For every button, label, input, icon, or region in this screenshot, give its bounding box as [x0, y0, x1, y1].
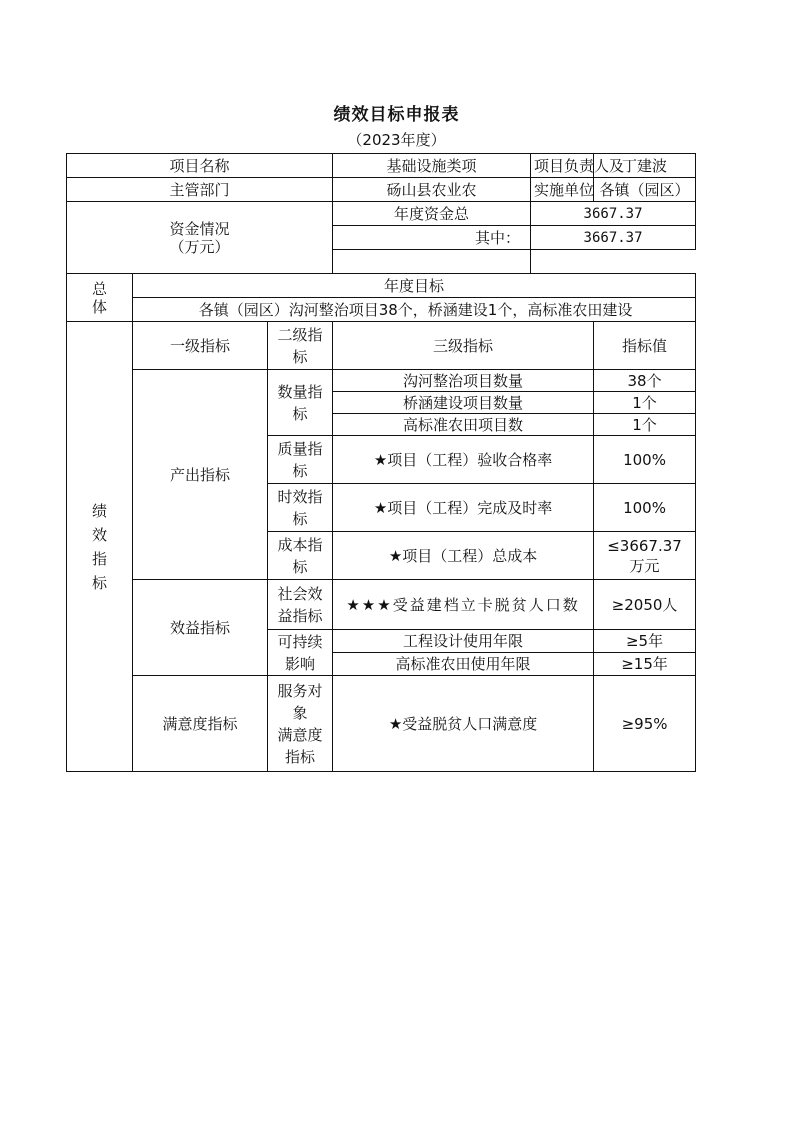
timeliness-item-value: 100% — [594, 484, 696, 532]
social-benefit-item-name: ★★★受益建档立卡脱贫人口数 — [333, 580, 594, 630]
implementing-unit-value: 各镇（园区） — [594, 178, 696, 202]
sustainability-item-value: ≥15年 — [594, 653, 696, 676]
satisfaction-indicator-label: 满意度指标 — [133, 676, 268, 772]
benefit-indicator-label: 效益指标 — [133, 580, 268, 676]
of-which-value: 3667.37 — [531, 226, 696, 250]
sustainability-item-name: 工程设计使用年限 — [333, 630, 594, 653]
header-value: 指标值 — [594, 322, 696, 370]
annual-goal-label: 年度目标 — [133, 274, 696, 298]
cost-item-name: ★项目（工程）总成本 — [333, 532, 594, 580]
project-name-label: 项目名称 — [67, 154, 333, 178]
department-label: 主管部门 — [67, 178, 333, 202]
performance-label: 绩 效 指 标 — [67, 322, 133, 772]
header-level1: 一级指标 — [133, 322, 268, 370]
timeliness-indicator-label: 时效指 标 — [268, 484, 333, 532]
quality-item-value: 100% — [594, 436, 696, 484]
quantity-item-value: 1个 — [594, 414, 696, 436]
funds-label: 资金情况 （万元） — [67, 202, 333, 274]
quality-indicator-label: 质量指 标 — [268, 436, 333, 484]
header-level2: 二级指 标 — [268, 322, 333, 370]
document-year: （2023年度） — [347, 131, 446, 149]
cost-indicator-label: 成本指 标 — [268, 532, 333, 580]
satisfaction-item-name: ★受益脱贫人口满意度 — [333, 676, 594, 772]
quantity-item-value: 1个 — [594, 392, 696, 414]
timeliness-item-name: ★项目（工程）完成及时率 — [333, 484, 594, 532]
annual-goal-text: 各镇（园区）沟河整治项目38个，桥涵建设1个，高标准农田建设 — [133, 298, 696, 322]
overall-label: 总 体 — [67, 274, 133, 322]
project-name-value: 基础设施类项 — [333, 154, 531, 178]
quantity-item-name: 沟河整治项目数量 — [333, 370, 594, 392]
sustainability-item-value: ≥5年 — [594, 630, 696, 653]
project-leader-label-cell: 项目负责人及 — [531, 154, 594, 178]
project-leader-value: 丁建波 — [594, 154, 696, 178]
service-target-satisfaction-label: 服务对 象 满意度 指标 — [268, 676, 333, 772]
quantity-indicator-label: 数量指 标 — [268, 370, 333, 436]
empty-value — [531, 250, 696, 274]
implementing-unit-label: 实施单位 — [531, 178, 594, 202]
header-level3: 三级指标 — [333, 322, 594, 370]
sustainability-label: 可持续 影响 — [268, 630, 333, 676]
document-title: 绩效目标申报表 — [333, 105, 460, 125]
annual-funds-label: 年度资金总 — [333, 202, 531, 226]
quantity-item-name: 桥涵建设项目数量 — [333, 392, 594, 414]
social-benefit-label: 社会效 益指标 — [268, 580, 333, 630]
satisfaction-item-value: ≥95% — [594, 676, 696, 772]
social-benefit-item-value: ≥2050人 — [594, 580, 696, 630]
sustainability-item-name: 高标准农田使用年限 — [333, 653, 594, 676]
cost-item-value: ≤3667.37 万元 — [594, 532, 696, 580]
of-which-label: 其中： — [333, 226, 531, 250]
empty-label — [333, 250, 531, 274]
performance-goal-table — [66, 153, 696, 772]
department-value: 砀山县农业农 — [333, 178, 531, 202]
output-indicator-label: 产出指标 — [133, 370, 268, 580]
quantity-item-value: 38个 — [594, 370, 696, 392]
quality-item-name: ★项目（工程）验收合格率 — [333, 436, 594, 484]
annual-funds-value: 3667.37 — [531, 202, 696, 226]
quantity-item-name: 高标准农田项目数 — [333, 414, 594, 436]
